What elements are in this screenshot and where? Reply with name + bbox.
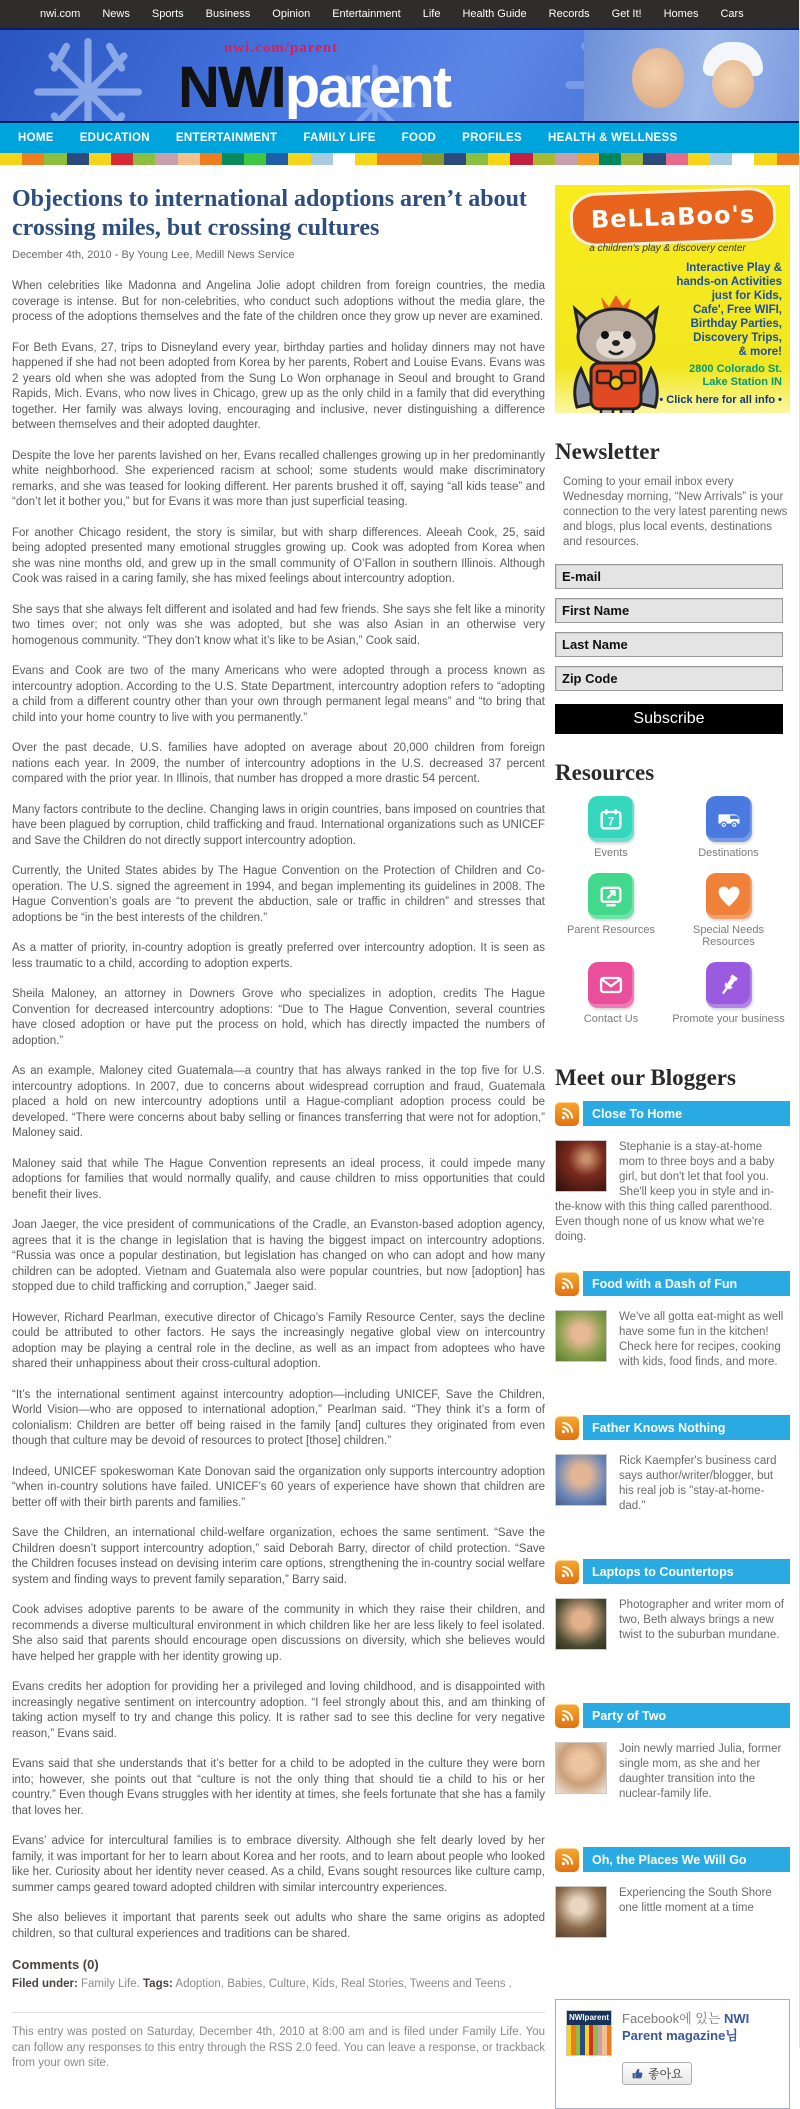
resource-destinations[interactable]: Destinations xyxy=(667,796,790,859)
blogger-bio: Rick Kaempfer's business card says author/writer/blogger, but his real job is "stay-at-home-dad." xyxy=(619,1455,777,1512)
stripe-segment xyxy=(222,153,244,165)
nav-profiles[interactable]: PROFILES xyxy=(462,132,522,144)
article-paragraph: Evans credits her adoption for providing her a privileged and loving childhood, and is disappointed with increasingly negative sentiment on intercountry adoption. “I feel strongly about this, and am thinking of taking action myself to try and change this policy. It is rather sad to see this decline for very negative reason,” Evans said. xyxy=(12,1681,545,1740)
stripe-segment xyxy=(533,153,555,165)
nav-food[interactable]: FOOD xyxy=(401,132,437,144)
facebook-page-name-link[interactable]: NWI Parent magazine님 xyxy=(622,2011,750,2043)
rss-icon[interactable] xyxy=(555,1102,579,1126)
article-paragraph: Evans and Cook are two of the many Americans who were adopted through a process known as intercountry adoption. According to the U.S. State Department, intercountry adoption refers to “adopting a child from a different country other than your own through permanent legal means” and “to bring that child into your home country to live with you permanently.” xyxy=(12,665,545,724)
decorative-color-stripe xyxy=(0,153,799,165)
stripe-segment xyxy=(311,153,333,165)
topnav-link-opinion[interactable]: Opinion xyxy=(272,8,311,20)
article-paragraph: She says that she always felt different and isolated and had few friends. She says she felt like a minority two times over; not only was she was adopted, but she was also Asian in an otherwise very homogenous community. “They don’t know what it’s like to be Asian,” Cook said. xyxy=(12,603,545,647)
filed-under-category-link[interactable]: Family Life. xyxy=(81,1978,140,1990)
heart-icon xyxy=(706,873,752,919)
resources-grid xyxy=(555,796,790,1025)
article-paragraph: For Beth Evans, 27, trips to Disneyland every year, birthday parties and holiday dinners may not have happened if she had not been adopted from Korea by her parents, Robert and Louise Evans. Evans was 2 years old when she was adopted from the Sung Lo Won orphanage in Seoul and brought to Grand Rapids, Mich. Evans, who now lives in Chicago, grew up as the only child in a family that did everything together. Her family was always loving, encouraging and inclusive, never distinguishing a difference between themselves and their adopted daughter. xyxy=(12,341,545,431)
stripe-segment xyxy=(288,153,310,165)
article-paragraph: For another Chicago resident, the story is similar, but with sharp differences. Aleeah Cook, 25, said being adopted presented many emotional struggles growing up. Cook was adopted from Korea when she was nine months old, and grew up in the small community of O’Fallon in southern Illinois. Although Cook was raised in a caring family, she has mixed feelings about intercountry adoption. xyxy=(12,526,545,585)
stripe-segment xyxy=(133,153,155,165)
photo-mother-face xyxy=(632,48,684,108)
stripe-segment xyxy=(244,153,266,165)
sidebar xyxy=(555,185,790,2109)
last-name-field[interactable] xyxy=(555,632,783,657)
blogger-food-dash-of-fun xyxy=(555,1271,790,1389)
facebook-page-avatar[interactable]: NWIparent xyxy=(566,2010,612,2056)
filed-under-label: Filed under: xyxy=(12,1978,78,1990)
topnav-link-homes[interactable]: Homes xyxy=(663,8,699,20)
blogger-oh-the-places xyxy=(555,1847,790,1965)
email-field[interactable] xyxy=(555,564,783,589)
topnav-link-cars[interactable]: Cars xyxy=(720,8,744,20)
svg-text:7: 7 xyxy=(607,815,615,829)
bellaboos-ad-banner[interactable] xyxy=(555,185,790,413)
stripe-segment xyxy=(444,153,466,165)
article-paragraph: Sheila Maloney, an attorney in Downers Grove who specializes in adoption, credits The Hague Convention for decreased intercountry adoptions: “Due to The Hague Convention, several countries have closed adoption or have put the process on hold, which has directly impacted the numbers of adoption.” xyxy=(12,988,545,1047)
article-paragraph: Evans’ advice for intercultural families is to embrace diversity. Although she felt dearly loved by her family, it was important for her to learn about Korea and her roots, and to learn about people who looked like her. Curiosity about her identity never ceased. As a child, Evans sought resources like culture camp, summer camps geared toward adopted children with similar intercountry experiences. xyxy=(12,1835,545,1894)
blogger-close-to-home xyxy=(555,1101,790,1245)
stripe-segment xyxy=(688,153,710,165)
ad-tagline: a children's play & discovery center xyxy=(589,243,746,254)
pushpin-icon xyxy=(706,962,752,1008)
topnav-link-entertainment[interactable]: Entertainment xyxy=(332,8,401,20)
article-byline: December 4th, 2010 - By Young Lee, Medill News Service xyxy=(12,249,295,261)
filed-under-line xyxy=(12,1978,545,1990)
blogger-title-link[interactable]: Laptops to Countertops xyxy=(583,1559,790,1584)
blogger-title-link[interactable]: Oh, the Places We Will Go xyxy=(583,1847,790,1872)
blogger-laptops-to-countertops xyxy=(555,1559,790,1677)
topnav-link-news[interactable]: News xyxy=(102,8,130,20)
resource-special-needs[interactable]: Special Needs Resources xyxy=(667,873,790,948)
blogger-father-knows-nothing xyxy=(555,1415,790,1533)
blogger-photo xyxy=(555,1598,607,1650)
bellaboos-mascot-illustration xyxy=(561,291,671,413)
article-paragraph: Despite the love her parents lavished on her, Evans recalled challenges growing up in her predominantly white neighborhood. She experienced racism at school; some students would make discriminatory remarks, and she was teased for looking different. Her parents brushed it off, saying “all kids tease” and “don’t let it bother you,” but for Evans it was more than just superficial teasing. xyxy=(12,449,545,508)
stripe-segment xyxy=(666,153,688,165)
bloggers-heading: Meet our Bloggers xyxy=(555,1065,736,1090)
zip-code-field[interactable] xyxy=(555,666,783,691)
masthead-photo xyxy=(584,30,799,123)
stripe-segment xyxy=(399,153,421,165)
stripe-segment xyxy=(355,153,377,165)
blogger-bio: Join newly married Julia, former single mom, as she and her daughter transition into the nuclear-family life. xyxy=(619,1743,782,1800)
blogger-title-link[interactable]: Party of Two xyxy=(583,1703,790,1728)
stripe-segment xyxy=(111,153,133,165)
logo-nwi-text: NWI xyxy=(178,55,285,120)
blogger-photo xyxy=(555,1742,607,1794)
article-paragraph: Joan Jaeger, the vice president of communications of the Cradle, an Evanston-based adoption agency, agrees that it is the change in legislation that is having the biggest impact on intercountry adoptions. “Russia was once a popular destination, but legislation has changed on who can adopt and how many children can be adopted. Vietnam and Guatemala also were popular countries, but now [adoption] has stopped due to child trafficking and corruption,” Jaeger said. xyxy=(12,1219,545,1293)
stripe-segment xyxy=(777,153,799,165)
topnav-link-life[interactable]: Life xyxy=(422,8,441,20)
stripe-segment xyxy=(732,153,754,165)
blogger-bio: Experiencing the South Shore one little moment at a time xyxy=(619,1887,772,1914)
article-column xyxy=(12,185,545,2109)
article-paragraph: Currently, the United States abides by The Hague Convention on the Protection of Children and Co-operation. The U.S. signed the agreement in 1994, and began implementing its guidelines in 2008. The Hague Convention’s goals are “to prevent the abduction, sale or traffic in children” and stresses that adoptions be “in the best interests of the children.” xyxy=(12,865,545,924)
resources-heading: Resources xyxy=(555,760,655,785)
stripe-segment xyxy=(178,153,200,165)
blogger-title-link[interactable]: Food with a Dash of Fun xyxy=(583,1271,790,1296)
mail-icon xyxy=(588,962,634,1008)
stripe-segment xyxy=(422,153,444,165)
resource-promote-business[interactable]: Promote your business xyxy=(667,962,790,1025)
stripe-segment xyxy=(643,153,665,165)
article-paragraph: However, Richard Pearlman, executive director of Chicago’s Family Resource Center, says the decline could be attributed to other factors. He says the increasingly negative global view on intercountry adoption may be playing a central role in the decline, as well as an impact from adoptees who have shared their unhappiness about their cross-cultural adoption. xyxy=(12,1311,545,1370)
topnav-link-business[interactable]: Business xyxy=(205,8,251,20)
top-utility-nav xyxy=(0,0,799,28)
facebook-like-box xyxy=(555,1999,790,2109)
article-paragraph: Save the Children, an international child-welfare organization, echoes the same sentiment. “Save the Children doesn’t support intercountry adoption,” said Deborah Barry, director of child protection. “Save the Children focuses instead on devising interim care options, strengthening the in-country social welfare system and finding ways to prevent family separation,” Barry said. xyxy=(12,1527,545,1586)
blogger-photo xyxy=(555,1140,607,1192)
article-paragraph: “It’s the international sentiment against intercountry adoption—including UNICEF, Save the Children, World Vision—who are opposed to international adoption,” Pearlman said. “They think it’s a form of colonialism: Children are better off being raised in the family [and] cultures they originated from even though that culture may be devoid of resources to protect [those] children.” xyxy=(12,1388,545,1447)
main-section-nav xyxy=(0,123,799,153)
logo-parent-text: parent xyxy=(284,55,451,120)
topnav-link-nwicom[interactable]: nwi.com xyxy=(40,8,81,20)
article-paragraph: As an example, Maloney cited Guatemala—a country that has always ranked in the top five for U.S. intercountry adoptions. In 2007, due to concerns about widespread corruption and fraud, Guatemala placed a hold on new intercountry adoptions until a Hague-compliant adoption process could be developed. “There were concerns about baby selling or finances transferring that were not for adoption,” Maloney said. xyxy=(12,1065,545,1139)
stripe-segment xyxy=(200,153,222,165)
topnav-link-records[interactable]: Records xyxy=(548,8,590,20)
topnav-link-get-it[interactable]: Get It! xyxy=(611,8,642,20)
photo-daughter-face xyxy=(712,60,754,108)
van-icon xyxy=(706,796,752,842)
rss-icon[interactable] xyxy=(555,1560,579,1584)
blogger-bio: We've all gotta eat-might as well have some fun in the kitchen! Check here for recipes, cooking with kids, food finds, and more. xyxy=(619,1311,784,1368)
article-paragraph: Indeed, UNICEF spokeswoman Kate Donovan said the organization only supports intercountry adoption “when in-country solutions have failed. UNICEF’s 60 years of experience have shown that children are better off with their birth parents and families.” xyxy=(12,1465,545,1509)
blogger-photo xyxy=(555,1886,607,1938)
article-title: Objections to international adoptions aren’t about crossing miles, but crossing cultures xyxy=(12,186,527,241)
article-paragraph: Evans said that she understands that it’s better for a child to be adopted in the culture they were born into; however, she points out that “culture is not the only thing that should tie a child to his or her country.” Even though Evans struggles with her identity at times, she feels fortunate that she has a family that loves her. xyxy=(12,1758,545,1817)
stripe-segment xyxy=(577,153,599,165)
first-name-field[interactable] xyxy=(555,598,783,623)
site-logo[interactable] xyxy=(178,40,450,119)
stripe-segment xyxy=(621,153,643,165)
stripe-segment xyxy=(155,153,177,165)
stripe-segment xyxy=(67,153,89,165)
article-paragraph: As a matter of priority, in-country adoption is greatly preferred over intercountry adoption. It is seen as less traumatic to a child, according to adoption experts. xyxy=(12,942,545,970)
article-paragraph: Over the past decade, U.S. families have adopted on average about 20,000 children from foreign nations each year. In 2009, the number of intercountry adoptions in the U.S. decreased 37 percent compared with the prior year. In Illinois, that number has dropped a more drastic 54 percent. xyxy=(12,742,545,785)
blogger-title-link[interactable]: Close To Home xyxy=(583,1101,790,1126)
rss-icon[interactable] xyxy=(555,1272,579,1296)
stripe-segment xyxy=(377,153,399,165)
rss-icon[interactable] xyxy=(555,1416,579,1440)
topnav-link-health-guide[interactable]: Health Guide xyxy=(462,8,527,20)
stripe-segment xyxy=(466,153,488,165)
calendar-icon xyxy=(588,796,634,842)
subscribe-button[interactable]: Subscribe xyxy=(555,704,783,734)
resource-events[interactable]: 7 Events xyxy=(555,796,667,859)
stripe-segment xyxy=(0,153,22,165)
stripe-segment xyxy=(754,153,776,165)
nav-education[interactable]: EDUCATION xyxy=(79,132,150,144)
blogger-photo xyxy=(555,1454,607,1506)
article-paragraph: Maloney said that while The Hague Convention represents an ideal process, it could impede many adoptions for families that would normally qualify, and cause children to miss opportunities that could benefit their lives. xyxy=(12,1157,545,1201)
resource-parent-resources[interactable]: Parent Resources xyxy=(555,873,667,948)
stripe-segment xyxy=(510,153,532,165)
bellaboos-logo: BeLLaBoo's xyxy=(572,190,774,245)
rss-icon[interactable] xyxy=(555,1848,579,1872)
article-paragraph: Cook advises adoptive parents to be aware of the community in which they raise their children, and recommends a diverse multicultural environment in which children like her are less likely to feel isolated. She also said that parents should encourage open discussions on diversity, which she believes would have helped her grapple with her identity growing up. xyxy=(12,1604,545,1663)
article-paragraph: Many factors contribute to the decline. Changing laws in origin countries, bans imposed on countries that have been plagued by corruption, child trafficking and fraud. International organizations such as UNICEF and Save the Children do not directly support intercountry adoption. xyxy=(12,803,545,847)
newsletter-heading: Newsletter xyxy=(555,439,660,464)
monitor-icon xyxy=(588,873,634,919)
entry-footer-note: This entry was posted on Saturday, December 4th, 2010 at 8:00 am and is filed under Family Life. You can follow any responses to this entry through the RSS 2.0 feed. You can leave a response, or trackback from your own site. xyxy=(12,2012,545,2072)
nav-family-life[interactable]: FAMILY LIFE xyxy=(303,132,376,144)
stripe-segment xyxy=(89,153,111,165)
site-url-label: nwi.com/parent xyxy=(224,40,339,56)
tags-label: Tags: xyxy=(143,1978,173,1990)
ad-copy: Interactive Play & hands-on Activities just for Kids, Cafe', Free WIFI, Birthday Parties, Discovery Trips, & more! 2800 Colorado St. Lake Station IN • Click here for all info • xyxy=(652,261,782,407)
ad-click-here-link[interactable]: • Click here for all info • xyxy=(659,394,782,406)
stripe-segment xyxy=(599,153,621,165)
stripe-segment xyxy=(333,153,355,165)
nav-entertainment[interactable]: ENTERTAINMENT xyxy=(175,132,278,144)
blogger-photo xyxy=(555,1310,607,1362)
blogger-party-of-two xyxy=(555,1703,790,1821)
facebook-like-button[interactable]: 좋아요 xyxy=(622,2062,692,2085)
stripe-segment xyxy=(44,153,66,165)
snowflake-icon xyxy=(28,32,148,123)
rss-icon[interactable] xyxy=(555,1704,579,1728)
article-paragraph: She also believes it important that parents seek out adults who share the same origins as adopted children, so that cultural experiences and traditions can be shared. xyxy=(12,1912,545,1940)
stripe-segment xyxy=(710,153,732,165)
blogger-bio: Stephanie is a stay-at-home mom to three boys and a baby girl, but don't let that fool you. She'll keep you in style and in-the-know with this thing called parenthood. Even though none of us know what we're doing. xyxy=(555,1141,775,1243)
masthead-banner xyxy=(0,28,799,123)
blogger-title-link[interactable]: Father Knows Nothing xyxy=(583,1415,790,1440)
thumbs-up-icon xyxy=(631,2067,644,2080)
facebook-prefix-text: Facebook에 있는 xyxy=(622,2011,721,2026)
nav-home[interactable]: HOME xyxy=(18,132,54,144)
topnav-link-sports[interactable]: Sports xyxy=(151,8,184,20)
stripe-segment xyxy=(488,153,510,165)
newsletter-description: Coming to your email inbox every Wednesday morning, “New Arrivals” is your connection to the very latest parenting news and blogs, plus local events, destinations and resources. xyxy=(563,476,788,548)
ad-address: 2800 Colorado St. Lake Station IN xyxy=(689,363,782,388)
stripe-segment xyxy=(22,153,44,165)
stripe-segment xyxy=(555,153,577,165)
comments-heading[interactable]: Comments (0) xyxy=(12,1957,99,1972)
blogger-bio: Photographer and writer mom of two, Beth always brings a new twist to the suburban mundane. xyxy=(619,1599,784,1641)
resource-contact-us[interactable]: Contact Us xyxy=(555,962,667,1025)
tags-links[interactable]: Adoption, Babies, Culture, Kids, Real Stories, Tweens and Teens . xyxy=(175,1978,512,1990)
nav-health-wellness[interactable]: HEALTH & WELLNESS xyxy=(548,132,678,144)
article-paragraph: When celebrities like Madonna and Angelina Jolie adopt children from foreign countries, the media coverage is intense. But for non-celebrities, who conduct such adoptions without the media glare, the process of the adoptions themselves and the fate of the children once they grow up never are examined. xyxy=(12,280,545,323)
stripe-segment xyxy=(266,153,288,165)
